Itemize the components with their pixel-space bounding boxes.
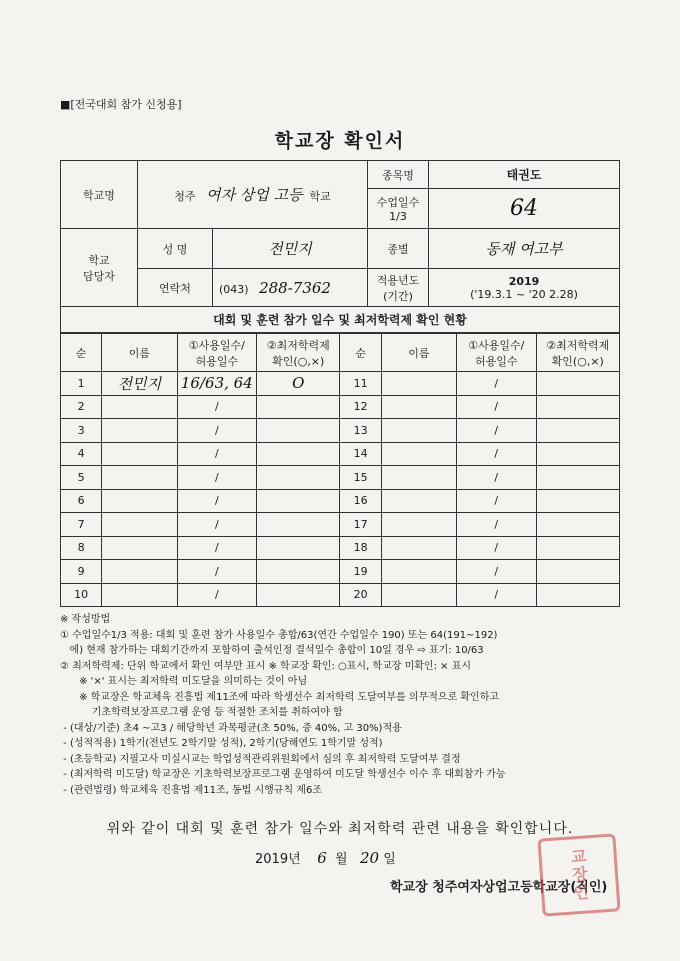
athlete-name bbox=[381, 560, 456, 584]
min-check: O bbox=[257, 372, 340, 396]
name-value: 전민지 bbox=[213, 229, 368, 269]
sport-label: 종목명 bbox=[368, 161, 429, 189]
row-number: 2 bbox=[61, 395, 102, 419]
principal-signature: 학교장 청주여자상업고등학교장(직인) bbox=[390, 880, 608, 895]
table-row bbox=[61, 489, 620, 513]
instruction-line: 에) 현재 참가하는 대회기간까지 포함하여 출석인정 결석일수 총합이 10일 경우 ⇨ 표기: 10/63 bbox=[60, 645, 484, 656]
instruction-line: ② 최저학력제: 단위 학교에서 확인 여부만 표시 ※ 학교장 확인: ○표시, 학교장 미확인: × 표시 bbox=[60, 660, 472, 672]
school-name-handwritten: 여자 상업 고등 bbox=[206, 186, 303, 204]
row-number: 12 bbox=[340, 395, 381, 419]
header-min-check: ②최저학력제 확인(○,×) bbox=[257, 334, 340, 372]
instruction-line: ① 수업일수1/3 적용: 대회 및 훈련 참가 사용일수 총합/63(연간 수업일수 190) 또는 64(191~192) bbox=[60, 629, 498, 641]
row-number: 7 bbox=[61, 513, 102, 537]
athlete-name bbox=[381, 513, 456, 537]
min-check bbox=[257, 419, 340, 443]
division-label: 종별 bbox=[368, 229, 429, 269]
athlete-name bbox=[102, 536, 177, 560]
table-row bbox=[61, 466, 620, 490]
instruction-line: ※ '×' 표시는 최저학력 미도달을 의미하는 것이 아님 bbox=[60, 676, 308, 687]
used-days: / bbox=[177, 489, 256, 513]
row-number: 20 bbox=[340, 583, 381, 607]
athlete-name bbox=[102, 489, 177, 513]
used-days: / bbox=[457, 395, 536, 419]
table-row bbox=[61, 560, 620, 584]
athlete-name bbox=[102, 466, 177, 490]
table-row bbox=[61, 372, 620, 396]
min-check bbox=[536, 560, 620, 584]
confirm-statement: 위와 같이 대회 및 훈련 참가 일수와 최저학력 관련 내용을 확인합니다. bbox=[106, 821, 574, 837]
row-number: 5 bbox=[61, 466, 102, 490]
min-check bbox=[257, 466, 340, 490]
athlete-name bbox=[102, 560, 177, 584]
header-name: 이름 bbox=[102, 334, 177, 372]
athlete-name bbox=[381, 395, 456, 419]
athlete-name bbox=[381, 419, 456, 443]
table-row bbox=[61, 395, 620, 419]
row-number: 3 bbox=[61, 419, 102, 443]
staff-label: 학교 담당자 bbox=[61, 229, 138, 307]
used-days: / bbox=[177, 513, 256, 537]
row-number: 4 bbox=[61, 442, 102, 466]
min-check bbox=[536, 583, 620, 607]
min-check bbox=[257, 442, 340, 466]
contact-label: 연락처 bbox=[138, 269, 213, 307]
instruction-line: - (최저학력 미도달) 학교장은 기초학력보장프로그램 운영하여 미도달 학생선수 이수 후 대회참가 가능 bbox=[60, 769, 506, 780]
header-name: 이름 bbox=[381, 334, 456, 372]
instruction-line: - (성적적용) 1학기(전년도 2학기말 성적), 2학기(당해연도 1학기말 성적) bbox=[60, 738, 383, 749]
used-days: 16/63, 64 bbox=[177, 372, 256, 396]
school-label: 학교명 bbox=[61, 161, 138, 229]
athlete-name bbox=[102, 442, 177, 466]
table-title: 대회 및 훈련 참가 일수 및 최저학력제 확인 현황 bbox=[61, 307, 620, 333]
min-check bbox=[257, 513, 340, 537]
participation-table bbox=[60, 333, 620, 607]
min-check bbox=[536, 489, 620, 513]
min-check bbox=[257, 583, 340, 607]
row-number: 19 bbox=[340, 560, 381, 584]
name-label: 성 명 bbox=[138, 229, 213, 269]
table-row bbox=[61, 583, 620, 607]
min-check bbox=[536, 395, 620, 419]
athlete-name bbox=[381, 583, 456, 607]
year-cell: 2019 ('19.3.1 ~ '20 2.28) bbox=[429, 269, 620, 307]
instruction-line: 기초학력보장프로그램 운영 등 적절한 조치를 취하여야 함 bbox=[60, 707, 343, 718]
min-check bbox=[257, 560, 340, 584]
min-check bbox=[536, 466, 620, 490]
min-check bbox=[536, 513, 620, 537]
row-number: 6 bbox=[61, 489, 102, 513]
athlete-name bbox=[381, 489, 456, 513]
used-days: / bbox=[457, 466, 536, 490]
used-days: / bbox=[457, 583, 536, 607]
row-number: 13 bbox=[340, 419, 381, 443]
min-check bbox=[536, 372, 620, 396]
used-days: / bbox=[177, 536, 256, 560]
min-check bbox=[536, 536, 620, 560]
min-check bbox=[536, 419, 620, 443]
table-row bbox=[61, 513, 620, 537]
athlete-name bbox=[102, 513, 177, 537]
instruction-line: ※ 학교장은 학교체육 진흥법 제11조에 따라 학생선수 최저학력 도달여부를 의무적으로 확인하고 bbox=[60, 691, 500, 703]
used-days: / bbox=[457, 419, 536, 443]
header-used-days: ①사용일수/ 허용일수 bbox=[177, 334, 256, 372]
header-no: 순 bbox=[61, 334, 102, 372]
athlete-name bbox=[102, 419, 177, 443]
instruction-line: - (관련법령) 학교체육 진흥법 제11조, 동법 시행규칙 제6조 bbox=[60, 784, 322, 796]
used-days: / bbox=[457, 513, 536, 537]
athlete-name bbox=[102, 583, 177, 607]
row-number: 17 bbox=[340, 513, 381, 537]
table-row bbox=[61, 442, 620, 466]
used-days: / bbox=[177, 442, 256, 466]
school-name-cell: 청주 여자 상업 고등 학교 bbox=[138, 161, 368, 229]
used-days: / bbox=[177, 466, 256, 490]
min-check bbox=[257, 489, 340, 513]
header-used-days: ①사용일수/ 허용일수 bbox=[457, 334, 536, 372]
signing-date: 2019년 6 월 20 일 bbox=[255, 849, 396, 867]
instruction-line: - (대상/기준) 초4 ~고3 / 해당학년 과목평균(초 50%, 중 40%, 고 30%)적용 bbox=[60, 722, 402, 734]
used-days: / bbox=[177, 560, 256, 584]
row-number: 16 bbox=[340, 489, 381, 513]
sport-value: 태권도 bbox=[429, 161, 620, 189]
header-min-check: ②최저학력제 확인(○,×) bbox=[536, 334, 620, 372]
row-number: 11 bbox=[340, 372, 381, 396]
used-days: / bbox=[457, 372, 536, 396]
month-handwritten: 6 bbox=[317, 849, 327, 867]
row-number: 18 bbox=[340, 536, 381, 560]
official-seal: 교장인 bbox=[537, 833, 620, 916]
min-check bbox=[536, 442, 620, 466]
athlete-name: 전민지 bbox=[102, 372, 177, 396]
instruction-line: - (초등학교) 지필고사 미실시교는 학업성적관리위원회에서 심의 후 최저학력 도달여부 결정 bbox=[60, 753, 461, 765]
used-days: / bbox=[177, 583, 256, 607]
athlete-name bbox=[102, 395, 177, 419]
used-days: / bbox=[457, 560, 536, 584]
used-days: / bbox=[177, 395, 256, 419]
used-days: / bbox=[457, 442, 536, 466]
days-label: 수업일수 1/3 bbox=[368, 189, 429, 229]
row-number: 9 bbox=[61, 560, 102, 584]
header-no: 순 bbox=[340, 334, 381, 372]
table-row bbox=[61, 536, 620, 560]
contact-value: 288-7362 bbox=[259, 278, 331, 297]
days-value: 64 bbox=[429, 189, 620, 229]
row-number: 15 bbox=[340, 466, 381, 490]
year-label: 적용년도 (기간) bbox=[368, 269, 429, 307]
page-title: 학교장 확인서 bbox=[274, 130, 406, 152]
form-tag: ■[전국대회 참가 신청용] bbox=[60, 98, 182, 111]
row-number: 10 bbox=[61, 583, 102, 607]
day-handwritten: 20 bbox=[359, 849, 380, 867]
info-table bbox=[60, 160, 620, 333]
min-check bbox=[257, 395, 340, 419]
used-days: / bbox=[457, 489, 536, 513]
row-number: 14 bbox=[340, 442, 381, 466]
used-days: / bbox=[177, 419, 256, 443]
table-row bbox=[61, 419, 620, 443]
athlete-name bbox=[381, 372, 456, 396]
used-days: / bbox=[457, 536, 536, 560]
row-number: 1 bbox=[61, 372, 102, 396]
athlete-name bbox=[381, 466, 456, 490]
division-value: 동재 여고부 bbox=[429, 229, 620, 269]
row-number: 8 bbox=[61, 536, 102, 560]
instructions bbox=[60, 612, 640, 798]
min-check bbox=[257, 536, 340, 560]
athlete-name bbox=[381, 536, 456, 560]
athlete-name bbox=[381, 442, 456, 466]
contact-cell: (043) 288-7362 bbox=[213, 269, 368, 307]
instruction-line: ※ 작성방법 bbox=[60, 614, 111, 625]
